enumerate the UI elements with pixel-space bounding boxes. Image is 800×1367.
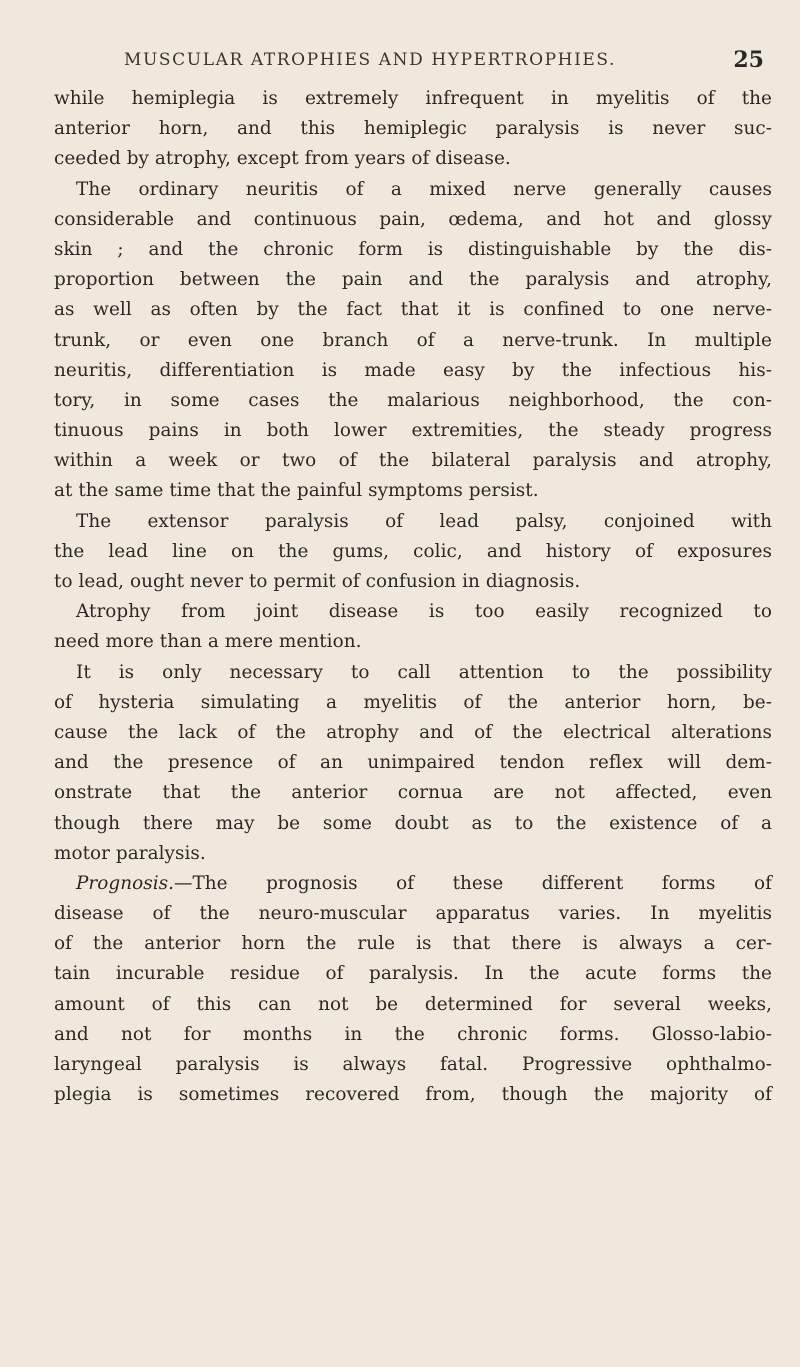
text-line: neuritis, differentiation is made easy by the infectious his- [54,359,772,381]
text-line: The extensor paralysis of lead palsy, conjoined with [76,510,772,532]
text-line: disease of the neuro-muscular apparatus varies. In myelitis [54,903,772,925]
text-line: motor paralysis. [54,842,206,864]
text-line: proportion between the pain and the paralysis and atrophy, [54,269,772,291]
text-line: The ordinary neuritis of a mixed nerve generally causes [76,178,772,200]
text-line: trunk, or even one branch of a nerve-trunk. In multiple [54,329,772,351]
text-line: need more than a mere mention. [54,631,362,653]
text-line: tory, in some cases the malarious neighborhood, the con- [54,389,772,411]
text-line: of hysteria simulating a myelitis of the anterior horn, be- [54,691,772,713]
text-line: tain incurable residue of paralysis. In the acute forms the [54,963,772,985]
text-line: as well as often by the fact that it is confined to one nerve- [54,299,772,321]
text-line: It is only necessary to call attention to the possibility [76,661,772,683]
prognosis-lead-text: —The prognosis of these different forms of [174,872,772,894]
text-line: cause the lack of the atrophy and of the electrical alterations [54,721,772,743]
text-line: skin ; and the chronic form is distinguishable by the dis- [54,238,772,260]
text-line: plegia is sometimes recovered from, though the majority of [54,1084,772,1106]
text-line-prognosis-lead [54,869,772,899]
text-line: though there may be some doubt as to the existence of a [54,812,772,834]
body-text [54,84,772,1110]
text-line: and the presence of an unimpaired tendon reflex will dem- [54,752,772,774]
text-line: of the anterior horn the rule is that there is always a cer- [54,933,772,955]
text-line: onstrate that the anterior cornua are not affected, even [54,782,772,804]
text-line: considerable and continuous pain, œdema, and hot and glossy [54,208,772,230]
running-title: MUSCULAR ATROPHIES AND HYPERTROPHIES. [124,50,617,70]
text-line: the lead line on the gums, colic, and history of exposures [54,540,772,562]
section-heading-prognosis: Prognosis. [76,872,175,894]
text-line: within a week or two of the bilateral paralysis and atrophy, [54,450,772,472]
text-line: amount of this can not be determined for several weeks, [54,993,772,1015]
text-line: to lead, ought never to permit of confusion in diagnosis. [54,571,581,592]
text-line: tinuous pains in both lower extremities, the steady progress [54,420,772,442]
page-number: 25 [733,47,764,73]
text-line: Atrophy from joint disease is too easily recognized to [76,601,772,623]
text-line: anterior horn, and this hemiplegic paralysis is never suc- [54,118,772,140]
text-line: laryngeal paralysis is always fatal. Progressive ophthalmo- [54,1054,772,1075]
text-line: at the same time that the painful symptoms persist. [54,480,539,502]
running-head [52,47,770,76]
text-line: and not for months in the chronic forms. Glosso-labio- [54,1023,772,1045]
text-line: ceeded by atrophy, except from years of disease. [54,148,511,170]
text-line: while hemiplegia is extremely infrequent in myelitis of the [54,88,772,109]
